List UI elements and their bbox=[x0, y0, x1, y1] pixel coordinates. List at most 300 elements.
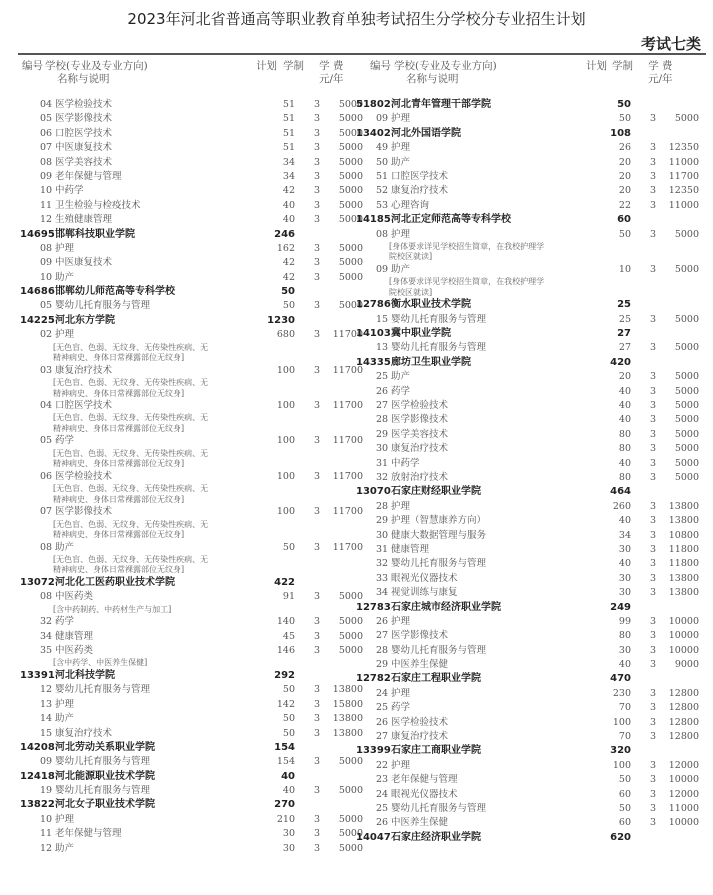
plan-count: 60 bbox=[617, 214, 631, 226]
major-code: 05 bbox=[40, 435, 53, 447]
school-row bbox=[20, 314, 365, 328]
major-code: 05 bbox=[40, 300, 53, 312]
major-code: 08 bbox=[40, 242, 53, 254]
study-years: 3 bbox=[649, 817, 656, 829]
plan-count: 20 bbox=[618, 170, 631, 182]
major-code: 10 bbox=[40, 813, 53, 825]
major-code: 28 bbox=[376, 644, 389, 656]
plan-count: 91 bbox=[282, 591, 295, 603]
header-plan: 计划 bbox=[586, 60, 607, 72]
tuition-fee: 11700 bbox=[332, 435, 363, 447]
school-name: 石家庄财经职业学院 bbox=[391, 486, 481, 498]
study-years: 3 bbox=[649, 716, 656, 728]
major-code: 08 bbox=[376, 228, 389, 240]
major-row bbox=[356, 543, 701, 557]
plan-count: 42 bbox=[282, 257, 295, 269]
major-name: 婴幼儿托育服务与管理 bbox=[55, 785, 151, 797]
study-years: 3 bbox=[649, 687, 656, 699]
tuition-fee: 11800 bbox=[668, 558, 699, 570]
major-code: 29 bbox=[376, 515, 389, 527]
plan-count: 320 bbox=[610, 745, 631, 757]
plan-count: 100 bbox=[612, 759, 631, 771]
major-row bbox=[20, 256, 365, 270]
major-name: 卫生检验与检疫技术 bbox=[55, 199, 141, 211]
major-row bbox=[20, 199, 365, 213]
major-row bbox=[20, 505, 365, 519]
tuition-fee: 5000 bbox=[338, 199, 363, 211]
tuition-fee: 11700 bbox=[332, 364, 363, 376]
school-code: 12786 bbox=[356, 299, 391, 311]
tuition-fee: 5000 bbox=[338, 113, 363, 125]
tuition-fee: 5000 bbox=[674, 428, 699, 440]
plan-count: 30 bbox=[618, 587, 631, 599]
study-years: 3 bbox=[313, 727, 320, 739]
study-years: 3 bbox=[313, 242, 320, 254]
plan-count: 40 bbox=[282, 199, 295, 211]
study-years: 3 bbox=[313, 630, 320, 642]
school-name: 河北劳动关系职业学院 bbox=[55, 741, 155, 753]
plan-count: 270 bbox=[274, 799, 295, 811]
major-note: [无色盲、色弱、无纹身、无传染性疾病、无 bbox=[53, 342, 209, 352]
school-code: 14686 bbox=[20, 286, 55, 298]
school-row bbox=[20, 285, 365, 299]
major-code: 07 bbox=[40, 142, 53, 154]
major-note: 精神病史、身体日常裸露部位无纹身] bbox=[53, 388, 185, 398]
tuition-fee: 13800 bbox=[668, 572, 699, 584]
tuition-fee: 5000 bbox=[338, 142, 363, 154]
study-years: 3 bbox=[649, 644, 656, 656]
school-code: 13072 bbox=[20, 576, 55, 588]
major-code: 05 bbox=[40, 113, 53, 125]
major-code: 34 bbox=[40, 630, 53, 642]
school-code: 14185 bbox=[356, 214, 391, 226]
school-code: 13822 bbox=[20, 799, 55, 811]
major-row bbox=[356, 730, 701, 744]
school-code: 13399 bbox=[356, 745, 391, 757]
plan-count: 100 bbox=[276, 470, 295, 482]
study-years: 3 bbox=[313, 170, 320, 182]
study-years: 3 bbox=[313, 684, 320, 696]
major-row bbox=[356, 156, 701, 170]
major-row bbox=[356, 112, 701, 126]
plan-count: 50 bbox=[282, 541, 295, 553]
study-years: 3 bbox=[649, 313, 656, 325]
tuition-fee: 11800 bbox=[668, 543, 699, 555]
plan-count: 40 bbox=[618, 385, 631, 397]
school-code: 14225 bbox=[20, 314, 55, 326]
study-years: 3 bbox=[649, 788, 656, 800]
major-name: 医学影像技术 bbox=[55, 506, 113, 518]
major-name: 康复治疗技术 bbox=[55, 364, 113, 376]
major-code: 25 bbox=[376, 702, 389, 714]
major-name: 医学影像技术 bbox=[391, 630, 449, 642]
school-name: 冀中职业学院 bbox=[391, 328, 451, 340]
study-years: 3 bbox=[649, 558, 656, 570]
school-row bbox=[20, 228, 365, 242]
tuition-fee: 5000 bbox=[338, 630, 363, 642]
plan-count: 70 bbox=[618, 702, 631, 714]
major-name: 助产 bbox=[55, 842, 75, 854]
study-years: 3 bbox=[649, 500, 656, 512]
study-years: 3 bbox=[649, 702, 656, 714]
tuition-fee: 5000 bbox=[338, 271, 363, 283]
document-title: 2023年河北省普通高等职业教育单独考试招生分学校分专业招生计划 bbox=[127, 10, 586, 28]
major-name: 助产 bbox=[391, 371, 411, 383]
major-code: 09 bbox=[376, 113, 389, 125]
major-note: 精神病史、身体日常裸露部位无纹身] bbox=[53, 459, 185, 469]
header-years: 学制 bbox=[283, 60, 304, 72]
plan-count: 26 bbox=[618, 142, 631, 154]
study-years: 3 bbox=[649, 113, 656, 125]
tuition-fee: 13800 bbox=[668, 500, 699, 512]
major-note: [身体要求详见学校招生简章，在我校护理学 bbox=[389, 277, 545, 287]
plan-count: 80 bbox=[618, 428, 631, 440]
major-code: 02 bbox=[40, 329, 53, 341]
plan-count: 162 bbox=[276, 242, 295, 254]
header-plan: 计划 bbox=[256, 60, 277, 72]
plan-count: 50 bbox=[282, 300, 295, 312]
major-code: 30 bbox=[376, 443, 389, 455]
major-code: 14 bbox=[40, 713, 53, 725]
plan-count: 50 bbox=[618, 802, 631, 814]
plan-count: 45 bbox=[282, 630, 295, 642]
major-name: 中医养生保健 bbox=[391, 659, 449, 671]
school-row bbox=[20, 669, 365, 683]
header-fee bbox=[319, 60, 344, 86]
study-years: 3 bbox=[313, 113, 320, 125]
major-row bbox=[356, 529, 701, 543]
major-row bbox=[356, 428, 701, 442]
header-name-line1: 学校(专业及专业方向) bbox=[394, 60, 497, 72]
major-name: 眼视光仪器技术 bbox=[391, 788, 458, 800]
major-name: 医学检验技术 bbox=[55, 470, 113, 482]
major-name: 药学 bbox=[55, 435, 75, 447]
major-row bbox=[356, 442, 701, 456]
major-name: 助产 bbox=[55, 713, 75, 725]
school-name: 河北外国语学院 bbox=[391, 127, 461, 139]
major-row bbox=[20, 271, 365, 285]
tuition-fee: 5000 bbox=[338, 300, 363, 312]
major-name: 口腔医学技术 bbox=[55, 400, 113, 412]
study-years: 3 bbox=[313, 591, 320, 603]
tuition-fee: 10800 bbox=[668, 529, 699, 541]
major-code: 09 bbox=[40, 257, 53, 269]
major-row bbox=[20, 755, 365, 769]
major-row bbox=[20, 328, 365, 342]
major-row bbox=[20, 98, 365, 112]
major-row bbox=[20, 630, 365, 644]
school-name: 河北女子职业技术学院 bbox=[55, 799, 155, 811]
major-row bbox=[356, 341, 701, 355]
major-row bbox=[356, 658, 701, 672]
major-code: 32 bbox=[40, 616, 53, 628]
plan-count: 246 bbox=[274, 228, 295, 240]
plan-count: 60 bbox=[618, 788, 631, 800]
tuition-fee: 12800 bbox=[668, 702, 699, 714]
school-row bbox=[356, 327, 701, 341]
study-years: 3 bbox=[313, 541, 320, 553]
major-note: 精神病史、身体日常裸露部位无纹身] bbox=[53, 530, 185, 540]
major-row bbox=[20, 141, 365, 155]
plan-count: 20 bbox=[618, 185, 631, 197]
major-code: 53 bbox=[376, 199, 389, 211]
study-years: 3 bbox=[313, 713, 320, 725]
plan-count: 30 bbox=[618, 572, 631, 584]
major-name: 助产 bbox=[55, 541, 75, 553]
tuition-fee: 11000 bbox=[668, 156, 699, 168]
tuition-fee: 5000 bbox=[338, 813, 363, 825]
major-row bbox=[20, 364, 365, 378]
study-years: 3 bbox=[649, 615, 656, 627]
school-code: 14695 bbox=[20, 228, 55, 240]
study-years: 3 bbox=[649, 400, 656, 412]
major-name: 婴幼儿托育服务与管理 bbox=[391, 802, 487, 814]
study-years: 3 bbox=[649, 443, 656, 455]
header-code: 编号 bbox=[22, 60, 43, 72]
major-name: 婴幼儿托育服务与管理 bbox=[391, 558, 487, 570]
major-code: 15 bbox=[376, 313, 389, 325]
plan-count: 80 bbox=[618, 443, 631, 455]
major-row bbox=[20, 299, 365, 313]
plan-count: 422 bbox=[274, 576, 295, 588]
plan-count: 80 bbox=[618, 630, 631, 642]
major-name: 护理 bbox=[391, 615, 411, 627]
tuition-fee: 5000 bbox=[338, 170, 363, 182]
major-code: 15 bbox=[40, 727, 53, 739]
tuition-fee: 9000 bbox=[674, 659, 699, 671]
major-code: 03 bbox=[40, 364, 53, 376]
major-name: 医学美容技术 bbox=[391, 428, 449, 440]
major-code: 26 bbox=[376, 817, 389, 829]
school-name: 河北化工医药职业技术学院 bbox=[55, 576, 175, 588]
school-name: 石家庄经济职业学院 bbox=[391, 831, 481, 843]
study-years: 3 bbox=[313, 185, 320, 197]
tuition-fee: 5000 bbox=[338, 185, 363, 197]
study-years: 3 bbox=[649, 543, 656, 555]
plan-count: 50 bbox=[282, 684, 295, 696]
study-years: 3 bbox=[313, 785, 320, 797]
study-years: 3 bbox=[313, 257, 320, 269]
school-code: 14208 bbox=[20, 741, 55, 753]
tuition-fee: 10000 bbox=[668, 817, 699, 829]
major-code: 24 bbox=[376, 687, 389, 699]
study-years: 3 bbox=[313, 435, 320, 447]
major-name: 医学检验技术 bbox=[391, 716, 449, 728]
major-row bbox=[20, 112, 365, 126]
plan-count: 100 bbox=[612, 716, 631, 728]
major-name: 婴幼儿托育服务与管理 bbox=[55, 300, 151, 312]
plan-count: 100 bbox=[276, 364, 295, 376]
plan-count: 30 bbox=[282, 828, 295, 840]
major-row bbox=[356, 170, 701, 184]
major-row bbox=[20, 156, 365, 170]
major-name: 健康大数据管理与服务 bbox=[391, 529, 487, 541]
school-row bbox=[20, 576, 365, 590]
major-row bbox=[20, 615, 365, 629]
major-code: 04 bbox=[40, 400, 53, 412]
study-years: 3 bbox=[313, 842, 320, 854]
major-code: 06 bbox=[40, 470, 53, 482]
school-name: 河北青年管理干部学院 bbox=[391, 99, 491, 110]
major-code: 32 bbox=[376, 471, 389, 483]
major-name: 护理 bbox=[55, 698, 75, 710]
study-years: 3 bbox=[313, 271, 320, 283]
major-code: 28 bbox=[376, 414, 389, 426]
major-row bbox=[356, 228, 701, 242]
major-code: 11 bbox=[40, 199, 53, 211]
study-years: 3 bbox=[649, 587, 656, 599]
school-code: 13402 bbox=[356, 127, 391, 139]
study-years: 3 bbox=[313, 142, 320, 154]
left-column bbox=[20, 98, 365, 856]
major-row bbox=[356, 370, 701, 384]
plan-count: 100 bbox=[276, 400, 295, 412]
school-code: 12418 bbox=[20, 770, 55, 782]
major-row bbox=[20, 242, 365, 256]
major-name: 婴幼儿托育服务与管理 bbox=[55, 756, 151, 768]
school-name: 河北东方学院 bbox=[55, 314, 115, 326]
plan-count: 20 bbox=[618, 371, 631, 383]
major-note: [无色盲、色弱、无纹身、无传染性疾病、无 bbox=[53, 413, 209, 423]
major-code: 11 bbox=[40, 828, 53, 840]
major-name: 医学影像技术 bbox=[55, 113, 113, 125]
header-fee-line1: 学 费 bbox=[648, 60, 673, 72]
plan-count: 40 bbox=[618, 457, 631, 469]
tuition-fee: 5000 bbox=[674, 342, 699, 354]
major-code: 52 bbox=[376, 185, 389, 197]
plan-count: 140 bbox=[276, 616, 295, 628]
tuition-fee: 15800 bbox=[332, 698, 363, 710]
school-row bbox=[356, 213, 701, 227]
tuition-fee: 5000 bbox=[674, 385, 699, 397]
plan-count: 50 bbox=[617, 99, 631, 110]
major-row bbox=[356, 773, 701, 787]
header-fee-line2: 元/年 bbox=[648, 73, 673, 85]
major-note: [无色盲、色弱、无纹身、无传染性疾病、无 bbox=[53, 519, 209, 529]
major-name: 中药学 bbox=[391, 457, 420, 469]
study-years: 3 bbox=[313, 156, 320, 168]
school-name: 河北科技学院 bbox=[55, 669, 115, 681]
major-code: 25 bbox=[376, 371, 389, 383]
major-name: 药学 bbox=[391, 385, 411, 397]
major-code: 25 bbox=[376, 802, 389, 814]
major-row bbox=[20, 698, 365, 712]
major-name: 老年保健与管理 bbox=[391, 774, 458, 786]
major-code: 29 bbox=[376, 659, 389, 671]
tuition-fee: 5000 bbox=[674, 113, 699, 125]
tuition-fee: 5000 bbox=[338, 257, 363, 269]
plan-count: 50 bbox=[282, 727, 295, 739]
plan-count: 108 bbox=[610, 127, 631, 139]
major-note: 院校区就读] bbox=[389, 287, 433, 297]
study-years: 3 bbox=[649, 342, 656, 354]
major-row bbox=[20, 784, 365, 798]
major-name: 口腔医学技术 bbox=[55, 127, 113, 139]
tuition-fee: 5000 bbox=[674, 371, 699, 383]
major-row bbox=[356, 716, 701, 730]
major-code: 13 bbox=[40, 698, 53, 710]
tuition-fee: 10000 bbox=[668, 774, 699, 786]
plan-count: 25 bbox=[617, 299, 631, 311]
plan-count: 80 bbox=[618, 471, 631, 483]
plan-count: 42 bbox=[282, 271, 295, 283]
school-code: 13070 bbox=[356, 486, 391, 498]
major-row bbox=[20, 541, 365, 555]
major-name: 婴幼儿托育服务与管理 bbox=[391, 342, 487, 354]
major-name: 生殖健康管理 bbox=[55, 214, 113, 226]
major-note: [无色盲、色弱、无纹身、无传染性疾病、无 bbox=[53, 484, 209, 494]
plan-count: 70 bbox=[618, 731, 631, 743]
plan-count: 50 bbox=[282, 713, 295, 725]
major-row bbox=[356, 385, 701, 399]
study-years: 3 bbox=[313, 127, 320, 139]
plan-count: 680 bbox=[276, 329, 295, 341]
school-row bbox=[20, 770, 365, 784]
major-name: 视觉训练与康复 bbox=[391, 587, 458, 599]
major-row bbox=[20, 842, 365, 856]
school-row bbox=[356, 831, 701, 845]
tuition-fee: 11700 bbox=[332, 470, 363, 482]
school-row bbox=[356, 485, 701, 499]
major-note: [无色盲、色弱、无纹身、无传染性疾病、无 bbox=[53, 448, 209, 458]
major-name: 中医药类 bbox=[55, 591, 94, 603]
major-row bbox=[20, 590, 365, 604]
major-row bbox=[20, 127, 365, 141]
major-name: 中医康复技术 bbox=[55, 257, 113, 269]
major-name: 康复治疗技术 bbox=[391, 185, 449, 197]
school-name: 石家庄工程职业学院 bbox=[391, 673, 481, 685]
plan-count: 25 bbox=[618, 313, 631, 325]
plan-count: 620 bbox=[610, 831, 631, 843]
school-row bbox=[356, 98, 701, 112]
plan-count: 34 bbox=[618, 529, 631, 541]
major-row bbox=[356, 586, 701, 600]
plan-count: 30 bbox=[282, 842, 295, 854]
major-row bbox=[356, 816, 701, 830]
plan-count: 146 bbox=[276, 645, 295, 657]
tuition-fee: 5000 bbox=[338, 156, 363, 168]
major-row bbox=[356, 572, 701, 586]
study-years: 3 bbox=[649, 263, 656, 275]
tuition-fee: 13800 bbox=[332, 713, 363, 725]
tuition-fee: 13800 bbox=[332, 684, 363, 696]
major-code: 49 bbox=[376, 142, 389, 154]
study-years: 3 bbox=[649, 802, 656, 814]
major-row bbox=[356, 184, 701, 198]
study-years: 3 bbox=[313, 470, 320, 482]
plan-count: 51 bbox=[282, 127, 295, 139]
major-name: 助产 bbox=[391, 156, 411, 168]
major-note: [含中药学、中医养生保健] bbox=[53, 658, 148, 668]
tuition-fee: 10000 bbox=[668, 644, 699, 656]
major-code: 31 bbox=[376, 543, 389, 555]
school-name: 邯郸幼儿师范高等专科学校 bbox=[55, 286, 175, 298]
plan-count: 470 bbox=[610, 673, 631, 685]
school-name: 河北能源职业技术学院 bbox=[55, 770, 155, 782]
major-row bbox=[20, 399, 365, 413]
plan-count: 210 bbox=[276, 813, 295, 825]
major-row bbox=[356, 514, 701, 528]
major-code: 32 bbox=[376, 558, 389, 570]
tuition-fee: 5000 bbox=[338, 242, 363, 254]
major-name: 健康管理 bbox=[55, 630, 94, 642]
major-row bbox=[356, 629, 701, 643]
plan-count: 100 bbox=[276, 506, 295, 518]
plan-count: 40 bbox=[618, 558, 631, 570]
school-name: 邯郸科技职业学院 bbox=[55, 228, 135, 240]
study-years: 3 bbox=[649, 414, 656, 426]
major-name: 眼视光仪器技术 bbox=[391, 572, 458, 584]
